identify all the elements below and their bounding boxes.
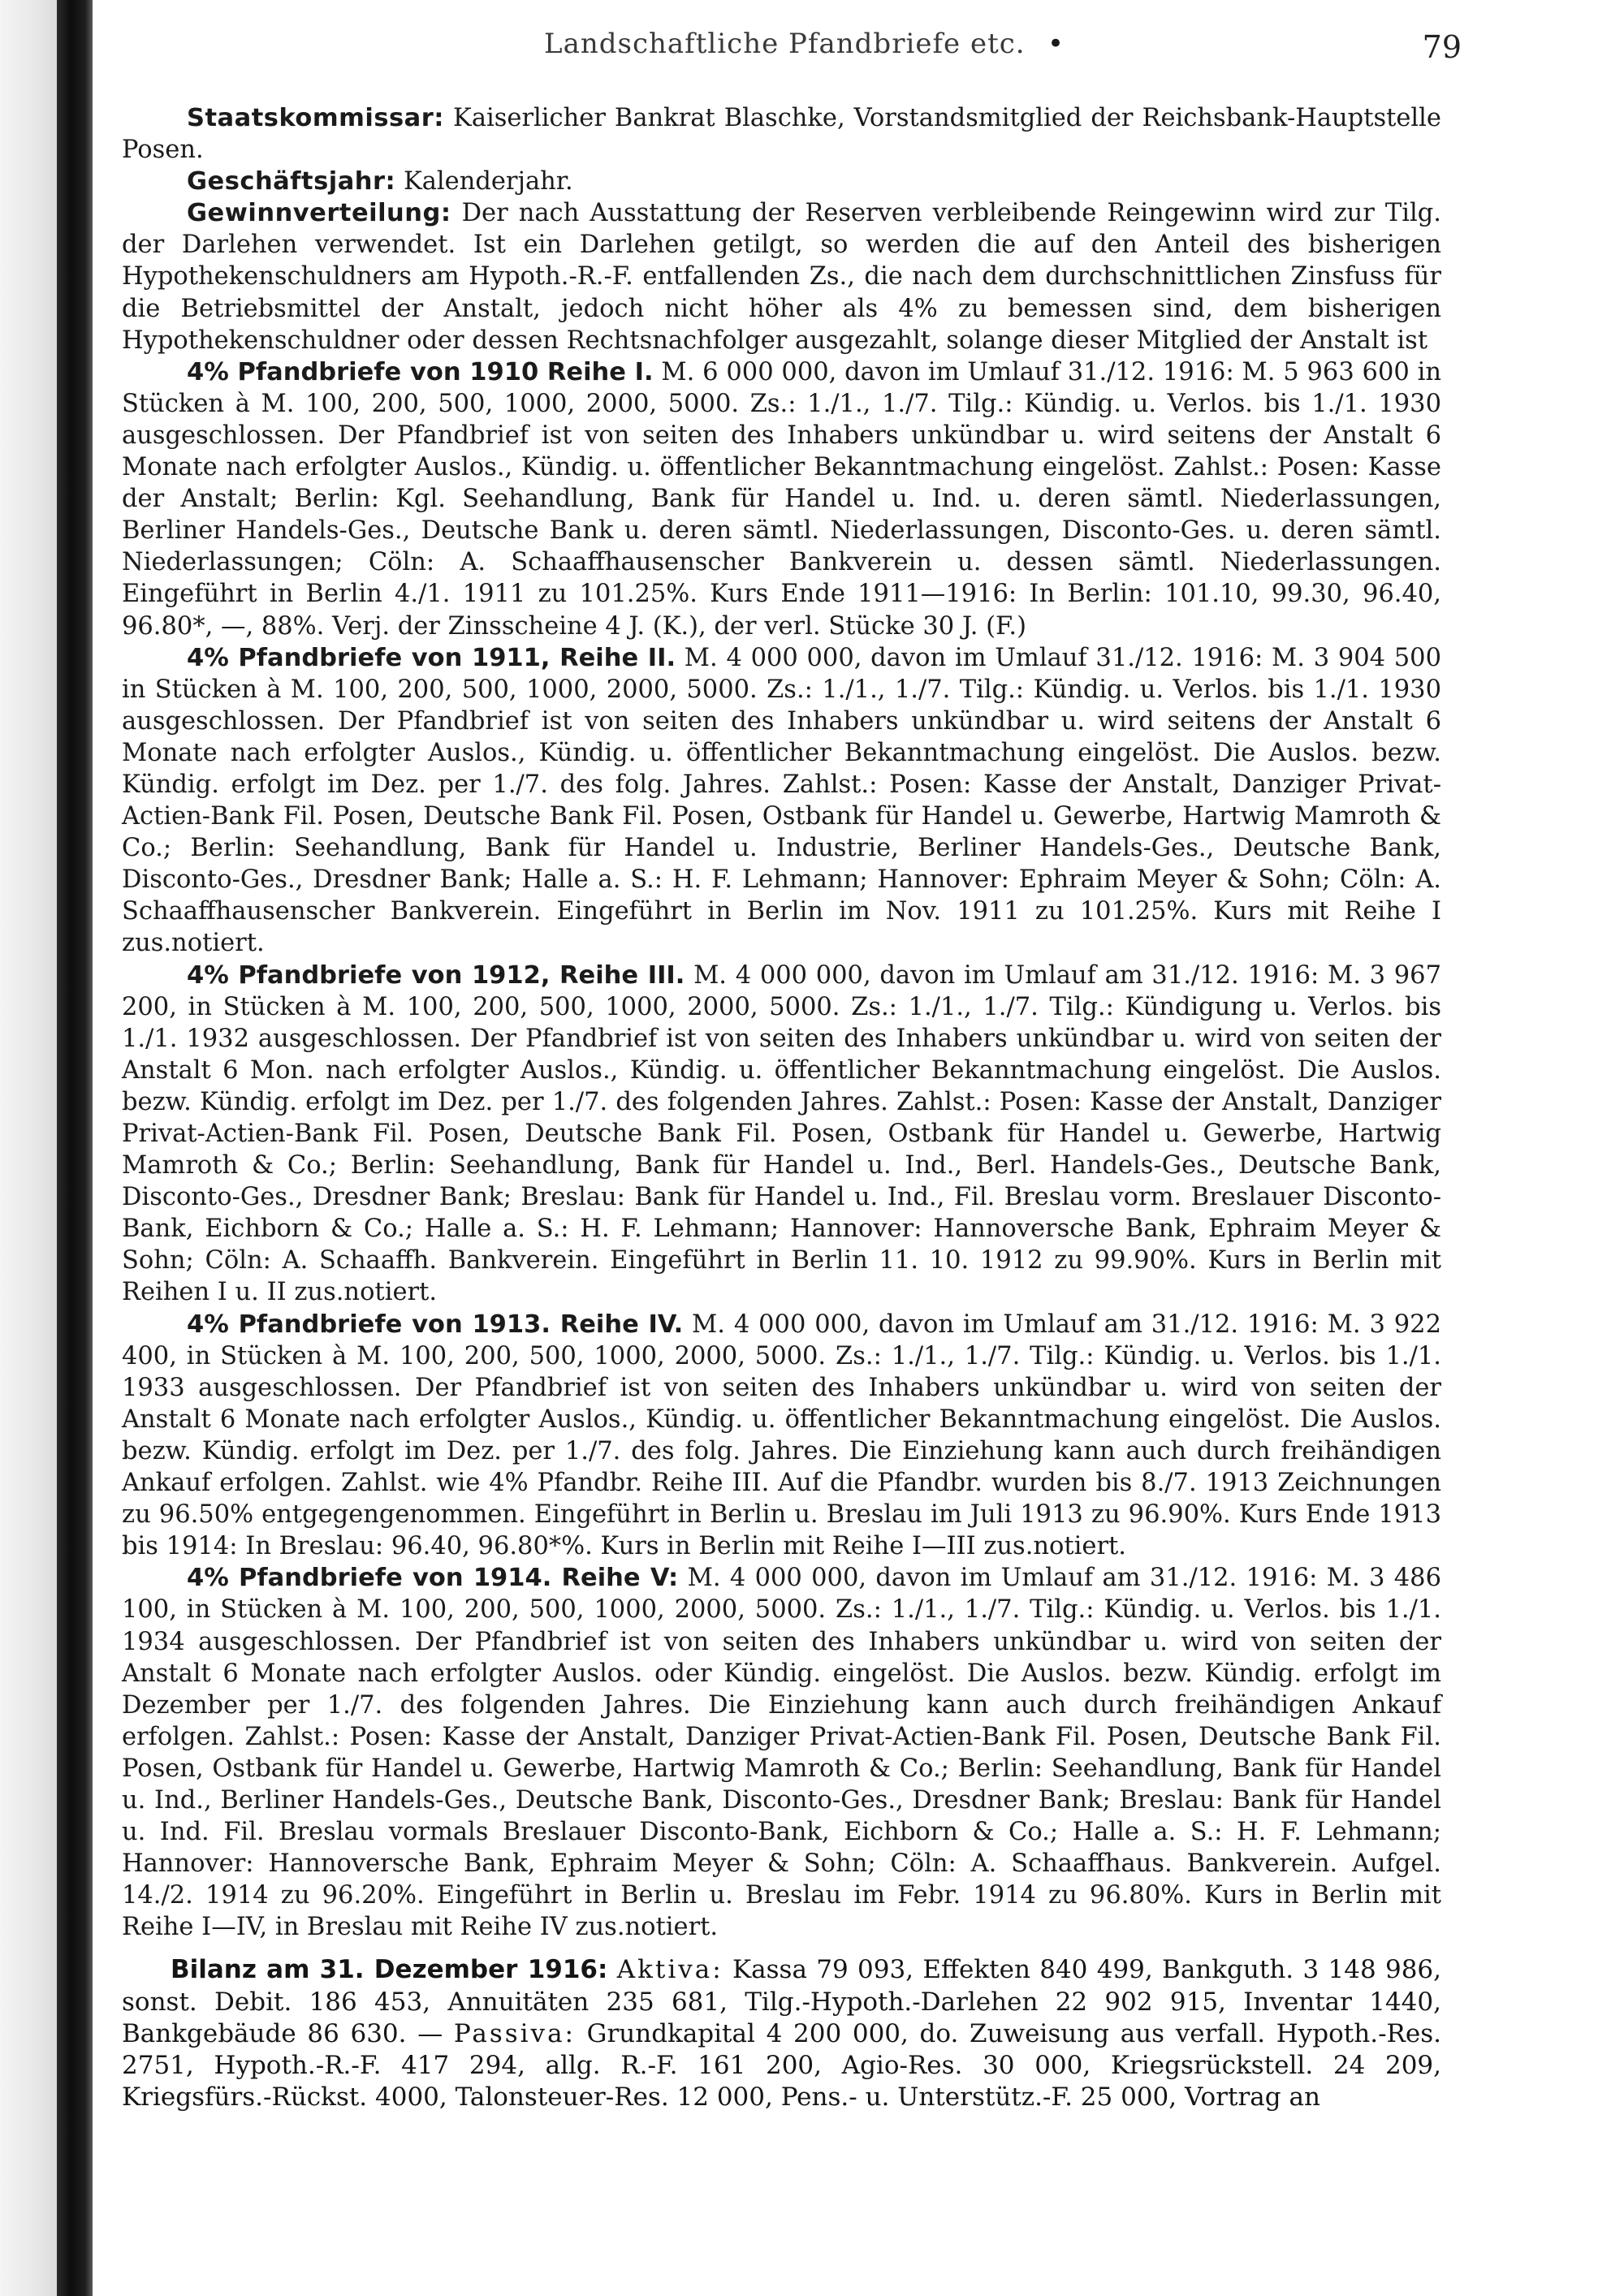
- text-passiva: Grundkapital 4 200 000, do. Zuweisung aus verfall. Hypoth.-Res. 2751, Hypoth.-R.-F. 417 294, allg. R.-F. 161 200, Agio-Res. 30 000, Kriegsrückstell. 24 209, Kriegsfürs.-Rückst. 4000, Talonsteuer-Res. 12 000, Pens.- u. Unterstütz.-F. 25 000, Vortrag an: [122, 2018, 1441, 2112]
- running-head: [122, 28, 1462, 65]
- page-body: [122, 102, 1441, 2113]
- running-head-title: Landschaftliche Pfandbriefe etc.: [544, 28, 1026, 60]
- running-head-mark: •: [1047, 28, 1065, 60]
- heading-reihe-4: 4% Pfandbriefe von 1913. Reihe IV.: [187, 1310, 684, 1339]
- paragraph-bilanz: [122, 1954, 1441, 2113]
- label-aktiva: Aktiva:: [616, 1955, 723, 1985]
- paragraph-geschaeftsjahr: [122, 166, 1441, 197]
- label-passiva: Passiva:: [453, 2018, 576, 2048]
- text-staatskommissar: Kaiserlicher Bankrat Blaschke, Vorstandsmitglied der Reichsbank-Hauptstelle Posen.: [122, 104, 1441, 165]
- label-geschaeftsjahr: Geschäftsjahr:: [187, 167, 396, 196]
- text-reihe-3: M. 4 000 000, davon im Umlauf am 31./12. 1916: M. 3 967 200, in Stücken à M. 100, 200, 500, 1000, 2000, 5000. Zs.: 1./1., 1./7. Tilg.: Kündigung u. Verlos. bis 1./1. 1932 ausgeschlossen. Der Pfandbrief ist von seiten des Inhabers unkündbar u. wird von seiten der Anstalt 6 Mon. nach erfolgter Auslos., Kündig. u. öffentlicher Bekanntmachung eingelöst. Die Auslos. bezw. Kündig. erfolgt im Dez. per 1./7. des folgenden Jahres. Zahlst.: Posen: Kasse der Anstalt, Danziger Privat-Actien-Bank Fil. Posen, Deutsche Bank Fil. Posen, Ostbank für Handel u. Gewerbe, Hartwig Mamroth & Co.; Berlin: Seehandlung, Bank für Handel u. Ind., Berl. Handels-Ges., Deutsche Bank, Disconto-Ges., Dresdner Bank; Breslau: Bank für Handel u. Ind., Fil. Breslau vorm. Breslauer Disconto-Bank, Eichborn & Co.; Halle a. S.: H. F. Lehmann; Hannover: Hannoversche Bank, Ephraim Meyer & Sohn; Cöln: A. Schaaffh. Bankverein. Eingeführt in Berlin 11. 10. 1912 zu 99.90%. Kurs in Berlin mit Reihen I u. II zus.notiert.: [122, 960, 1441, 1307]
- heading-reihe-5: 4% Pfandbriefe von 1914. Reihe V:: [187, 1564, 679, 1593]
- text-reihe-2: M. 4 000 000, davon im Umlauf 31./12. 1916: M. 3 904 500 in Stücken à M. 100, 200, 500, 1000, 2000, 5000. Zs.: 1./1., 1./7. Tilg.: Kündig. u. Verlos. bis 1./1. 1930 ausgeschlossen. Der Pfandbrief ist von seiten des Inhabers unkündbar u. wird seitens der Anstalt 6 Monate nach erfolgter Auslos., Kündig. u. öffentlicher Bekanntmachung eingelöst. Die Auslos. bezw. Kündig. erfolgt im Dez. per 1./7. des folg. Jahres. Zahlst.: Posen: Kasse der Anstalt, Danziger Privat-Actien-Bank Fil. Posen, Deutsche Bank Fil. Posen, Ostbank für Handel u. Gewerbe, Hartwig Mamroth & Co.; Berlin: Seehandlung, Bank für Handel u. Industrie, Berliner Handels-Ges., Deutsche Bank, Disconto-Ges., Dresdner Bank; Halle a. S.: H. F. Lehmann; Hannover: Ephraim Meyer & Sohn; Cöln: A. Schaaffhausenscher Bankverein. Eingeführt in Berlin im Nov. 1911 zu 101.25%. Kurs mit Reihe I zus.notiert.: [122, 643, 1441, 958]
- text-reihe-5: M. 4 000 000, davon im Umlauf am 31./12. 1916: M. 3 486 100, in Stücken à M. 100, 200, 500, 1000, 2000, 5000. Zs.: 1./1., 1./7. Tilg.: Kündig. u. Verlos. bis 1./1. 1934 ausgeschlossen. Der Pfandbrief ist von seiten des Inhabers unkündbar u. wird von seiten der Anstalt 6 Monate nach erfolgter Auslos. oder Kündig. eingelöst. Die Auslos. bezw. Kündig. erfolgt im Dezember per 1./7. des folgenden Jahres. Die Einziehung kann auch durch freihändigen Ankauf erfolgen. Zahlst.: Posen: Kasse der Anstalt, Danziger Privat-Actien-Bank Fil. Posen, Deutsche Bank Fil. Posen, Ostbank für Handel u. Gewerbe, Hartwig Mamroth & Co.; Berlin: Seehandlung, Bank für Handel u. Ind., Berliner Handels-Ges., Deutsche Bank, Disconto-Ges., Dresdner Bank; Breslau: Bank für Handel u. Ind. Fil. Breslau vormals Breslauer Disconto-Bank, Eichborn & Co.; Halle a. S.: H. F. Lehmann; Hannover: Hannoversche Bank, Ephraim Meyer & Sohn; Cöln: A. Schaaffhaus. Bankverein. Aufgel. 14./2. 1914 zu 96.20%. Eingeführt in Berlin u. Breslau im Febr. 1914 zu 96.80%. Kurs in Berlin mit Reihe I—IV, in Breslau mit Reihe IV zus.notiert.: [122, 1564, 1441, 1942]
- heading-reihe-1: 4% Pfandbriefe von 1910 Reihe I.: [187, 357, 654, 386]
- paragraph-reihe-1: [122, 356, 1441, 642]
- text-gewinnverteilung: Der nach Ausstattung der Reserven verbleibende Reingewinn wird zur Tilg. der Darlehen verwendet. Ist ein Darlehen getilgt, so werden die auf den Anteil des bisherigen Hypothekenschuldners am Hypoth.-R.-F. entfallenden Zs., die nach dem durchschnittlichen Zinsfuss für die Betriebsmittel der Anstalt, jedoch nicht höher als 4% zu bemessen sind, dem bisherigen Hypothekenschuldner oder dessen Rechtsnachfolger ausgezahlt, solange dieser Mitglied der Anstalt ist: [122, 199, 1441, 355]
- text-reihe-4: M. 4 000 000, davon im Umlauf am 31./12. 1916: M. 3 922 400, in Stücken à M. 100, 200, 500, 1000, 2000, 5000. Zs.: 1./1., 1./7. Tilg.: Kündig. u. Verlos. bis 1./1. 1933 ausgeschlossen. Der Pfandbrief ist von seiten des Inhabers unkündbar u. wird von seiten der Anstalt 6 Monate nach erfolgter Auslos., Kündig. u. öffentlicher Bekanntmachung eingelöst. Die Auslos. bezw. Kündig. erfolgt im Dez. per 1./7. des folg. Jahres. Die Einziehung kann auch durch freihändigen Ankauf erfolgen. Zahlst. wie 4% Pfandbr. Reihe III. Auf die Pfandbr. wurden bis 8./7. 1913 Zeichnungen zu 96.50% entgegengenommen. Eingeführt in Berlin u. Breslau im Juli 1913 zu 96.90%. Kurs Ende 1913 bis 1914: In Breslau: 96.40, 96.80*%. Kurs in Berlin mit Reihe I—III zus.notiert.: [122, 1310, 1441, 1561]
- page-number: 79: [1422, 29, 1462, 65]
- heading-bilanz: Bilanz am 31. Dezember 1916:: [171, 1955, 608, 1985]
- book-page: [122, 28, 1462, 2285]
- paragraph-reihe-2: [122, 642, 1441, 960]
- book-spine-shadow: [57, 0, 93, 2296]
- text-aktiva: Kassa 79 093, Effekten 840 499, Bankguth. 3 148 986, sonst. Debit. 186 453, Annuitäten 235 681, Tilg.-Hypoth.-Darlehen 22 902 915, Inventar 1440, Bankgebäude 86 630. —: [122, 1955, 1442, 2048]
- heading-reihe-2: 4% Pfandbriefe von 1911, Reihe II.: [187, 643, 676, 672]
- text-geschaeftsjahr: Kalenderjahr.: [395, 167, 573, 196]
- paragraph-staatskommissar: [122, 102, 1441, 166]
- text-reihe-1: M. 6 000 000, davon im Umlauf 31./12. 1916: M. 5 963 600 in Stücken à M. 100, 200, 500, 1000, 2000, 5000. Zs.: 1./1., 1./7. Tilg.: Kündig. u. Verlos. bis 1./1. 1930 ausgeschlossen. Der Pfandbrief ist von seiten des Inhabers unkündbar u. wird seitens der Anstalt 6 Monate nach erfolgter Auslos., Kündig. u. öffentlicher Bekanntmachung eingelöst. Zahlst.: Posen: Kasse der Anstalt; Berlin: Kgl. Seehandlung, Bank für Handel u. Ind. u. deren sämtl. Niederlassungen, Berliner Handels-Ges., Deutsche Bank u. deren sämtl. Niederlassungen, Disconto-Ges. u. deren sämtl. Niederlassungen; Cöln: A. Schaaffhausenscher Bankverein u. dessen sämtl. Niederlassungen. Eingeführt in Berlin 4./1. 1911 zu 101.25%. Kurs Ende 1911—1916: In Berlin: 101.10, 99.30, 96.40, 96.80*, —, 88%. Verj. der Zinsscheine 4 J. (K.), der verl. Stücke 30 J. (F.): [122, 357, 1441, 641]
- paragraph-reihe-3: [122, 960, 1441, 1309]
- label-staatskommissar: Staatskommissar:: [187, 104, 445, 132]
- heading-reihe-3: 4% Pfandbriefe von 1912, Reihe III.: [187, 960, 685, 990]
- paragraph-gewinnverteilung: [122, 197, 1441, 356]
- paragraph-reihe-5: [122, 1562, 1441, 1943]
- label-gewinnverteilung: Gewinnverteilung:: [187, 199, 451, 228]
- paragraph-reihe-4: [122, 1309, 1441, 1563]
